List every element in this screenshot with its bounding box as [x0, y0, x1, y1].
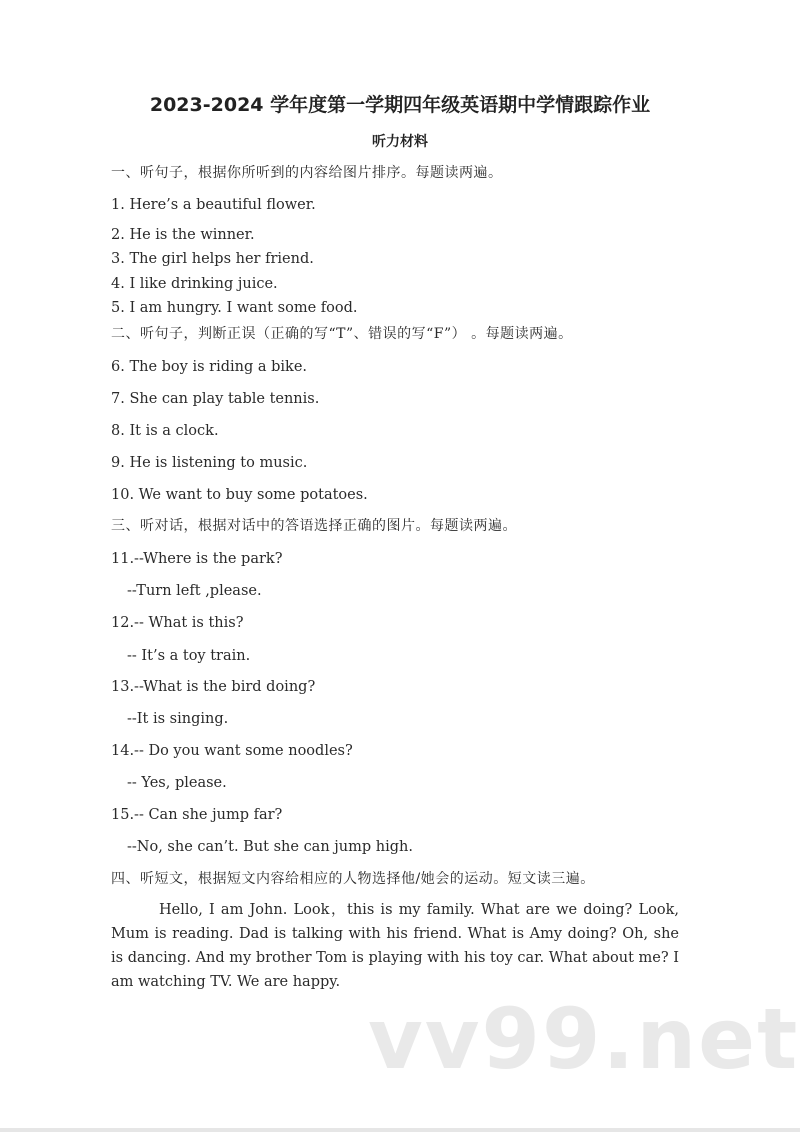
list-item: 10. We want to buy some potatoes. — [111, 487, 368, 503]
section-heading-2: 二、听句子，判断正误（正确的写“T”、错误的写“F”） 。每题读两遍。 — [111, 326, 573, 342]
dialogue-question: 12.-- What is this? — [111, 615, 244, 631]
list-item: 6. The boy is riding a bike. — [111, 359, 308, 375]
page-title: 2023-2024 学年度第一学期四年级英语期中学情跟踪作业 — [149, 94, 651, 116]
dialogue-answer: --It is singing. — [127, 711, 229, 727]
dialogue-question: 11.--Where is the park? — [111, 551, 283, 567]
list-item: 4. I like drinking juice. — [111, 276, 278, 292]
dialogue-answer: -- It’s a toy train. — [127, 648, 251, 664]
dialogue-question: 15.-- Can she jump far? — [111, 807, 283, 823]
list-item: 8. It is a clock. — [111, 423, 219, 439]
list-item: 2. He is the winner. — [111, 227, 255, 243]
watermark: vv99.net — [368, 990, 800, 1088]
page-subtitle: 听力材料 — [372, 134, 428, 150]
section-heading-4: 四、听短文，根据短文内容给相应的人物选择他/她会的运动。短文读三遍。 — [111, 871, 595, 887]
section-heading-1: 一、听句子，根据你所听到的内容给图片排序。每题读两遍。 — [111, 165, 503, 181]
dialogue-question: 13.--What is the bird doing? — [111, 679, 316, 695]
list-item: 1. Here’s a beautiful flower. — [111, 197, 316, 213]
passage-paragraph: Hello, I am John. Look，this is my family. What are we doing? Look, Mum is reading. Dad is talking with his friend. What is Amy doing? Oh, she is dancing. And my brother Tom is playing with his toy car. What about me? I am watching TV. We are happy. — [111, 902, 679, 990]
dialogue-answer: --No, she can’t. But she can jump high. — [127, 839, 413, 855]
list-item: 7. She can play table tennis. — [111, 391, 320, 407]
page-bottom-edge — [0, 1128, 800, 1132]
list-item: 9. He is listening to music. — [111, 455, 308, 471]
list-item: 5. I am hungry. I want some food. — [111, 300, 358, 316]
dialogue-answer: -- Yes, please. — [127, 775, 227, 791]
list-item: 3. The girl helps her friend. — [111, 251, 314, 267]
dialogue-question: 14.-- Do you want some noodles? — [111, 743, 353, 759]
section-heading-3: 三、听对话，根据对话中的答语选择正确的图片。每题读两遍。 — [111, 518, 517, 534]
dialogue-answer: --Turn left ,please. — [127, 583, 262, 599]
